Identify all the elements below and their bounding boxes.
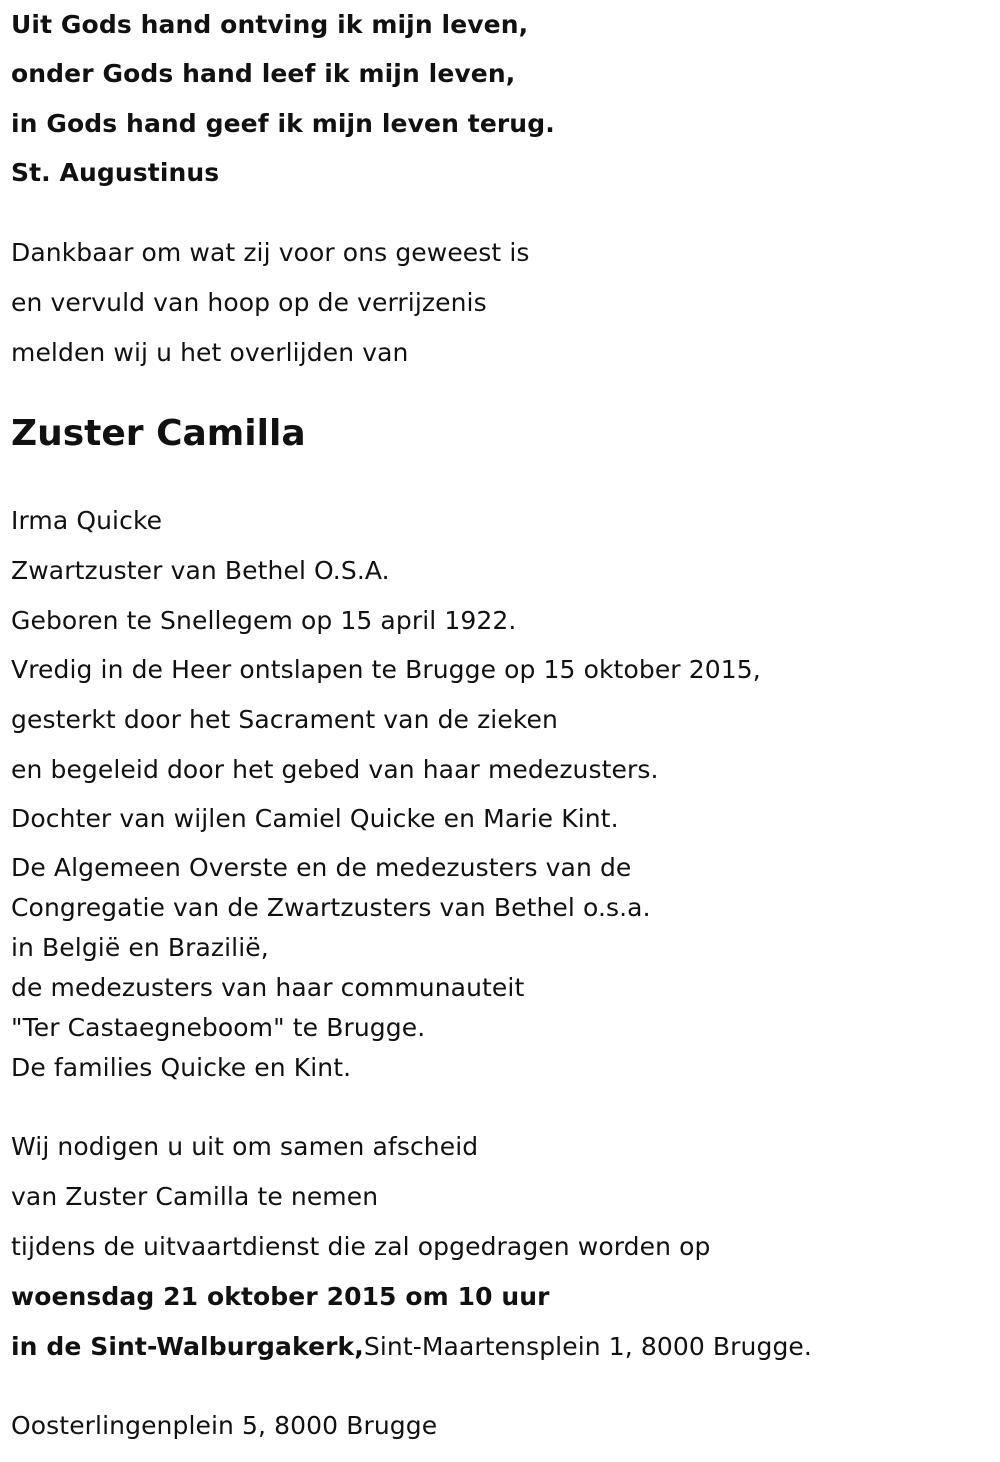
mourners-line-3: in België en Brazilië,: [11, 933, 269, 962]
invitation-block: [11, 1132, 812, 1362]
quote-line-3: in Gods hand geef ik mijn leven terug.: [11, 109, 555, 138]
deceased-name: Zuster Camilla: [11, 413, 306, 454]
quote-line-2: onder Gods hand leef ik mijn leven,: [11, 59, 516, 88]
accompanied-info: en begeleid door het gebed van haar medezusters.: [11, 755, 659, 784]
church-name: in de Sint-Walburgakerk,: [11, 1332, 364, 1361]
religious-order: Zwartzuster van Bethel O.S.A.: [11, 556, 390, 585]
civil-name: Irma Quicke: [11, 506, 163, 535]
quote-author: St. Augustinus: [11, 158, 220, 187]
mourners-line-5: "Ter Castaegneboom" te Brugge.: [11, 1013, 426, 1042]
funeral-datetime: woensdag 21 oktober 2015 om 10 uur: [11, 1282, 550, 1311]
funeral-location: [11, 1332, 812, 1362]
mourners-block: [11, 853, 651, 1083]
parents-info: Dochter van wijlen Camiel Quicke en Marie Kint.: [11, 804, 619, 833]
birth-info: Geboren te Snellegem op 15 april 1922.: [11, 606, 517, 635]
mourners-line-2: Congregatie van de Zwartzusters van Bethel o.s.a.: [11, 893, 651, 922]
invitation-line-2: van Zuster Camilla te nemen: [11, 1182, 379, 1211]
invitation-line-1: Wij nodigen u uit om samen afscheid: [11, 1132, 479, 1161]
mourners-line-1: De Algemeen Overste en de medezusters van de: [11, 853, 632, 882]
death-info: Vredig in de Heer ontslapen te Brugge op 15 oktober 2015,: [11, 655, 761, 684]
quote-line-1: Uit Gods hand ontving ik mijn leven,: [11, 10, 529, 39]
quote-block: [11, 10, 555, 188]
mourners-line-6: De families Quicke en Kint.: [11, 1053, 352, 1082]
intro-line-2: en vervuld van hoop op de verrijzenis: [11, 288, 487, 317]
mourners-line-4: de medezusters van haar communauteit: [11, 973, 525, 1002]
church-address: Sint-Maartensplein 1, 8000 Brugge.: [363, 1332, 812, 1361]
sacrament-info: gesterkt door het Sacrament van de zieken: [11, 705, 558, 734]
intro-block: [11, 238, 530, 368]
invitation-line-3: tijdens de uitvaartdienst die zal opgedragen worden op: [11, 1232, 711, 1261]
contact-address: Oosterlingenplein 5, 8000 Brugge: [11, 1411, 438, 1440]
intro-line-3: melden wij u het overlijden van: [11, 338, 409, 367]
intro-line-1: Dankbaar om wat zij voor ons geweest is: [11, 238, 530, 267]
details-block: [11, 506, 761, 834]
